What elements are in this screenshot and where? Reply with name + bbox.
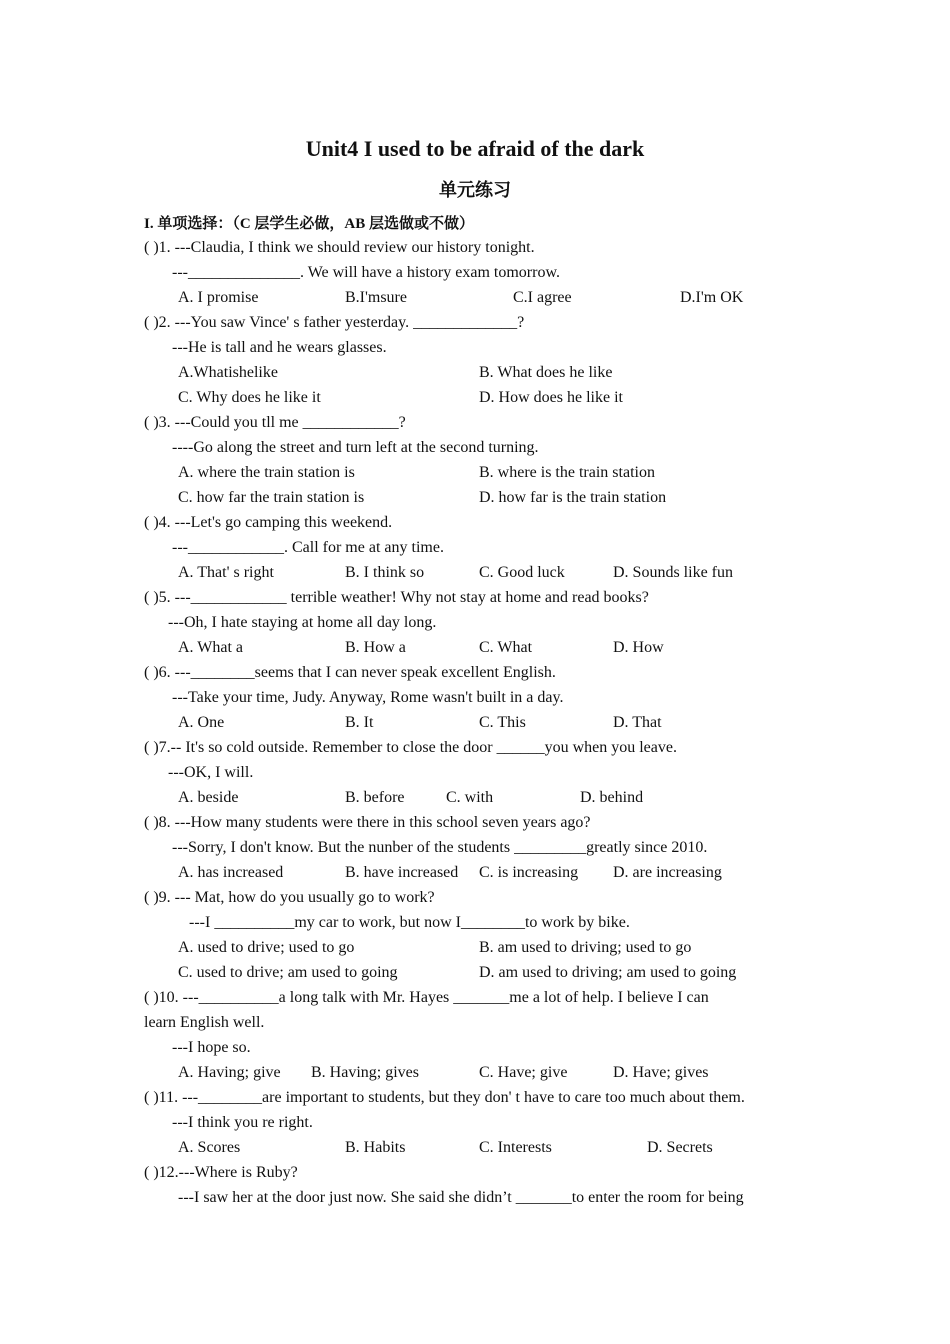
question-reply: ---Oh, I hate staying at home all day long.	[168, 614, 437, 631]
question-stem: ( )5. ---____________ terrible weather! Why not stay at home and read books?	[144, 589, 649, 606]
option-row	[144, 360, 804, 385]
option-a: A. where the train station is	[178, 464, 355, 481]
option-c: C. how far the train station is	[178, 489, 365, 506]
option-row	[144, 485, 804, 510]
option-c: C.I agree	[513, 289, 572, 306]
question-stem-continued: learn English well.	[144, 1014, 265, 1031]
question-stem: ( )4. ---Let's go camping this weekend.	[144, 514, 393, 531]
question-reply: ---____________. Call for me at any time.	[172, 539, 444, 556]
question-reply: ---Sorry, I don't know. But the nunber of the students _________greatly since 2010.	[172, 839, 708, 856]
question-reply: ---I hope so.	[172, 1039, 251, 1056]
question-stem: ( )10. ---__________a long talk with Mr. Hayes _______me a lot of help. I believe I can	[144, 989, 709, 1006]
option-b: B. What does he like	[479, 364, 613, 381]
option-c: C. Why does he like it	[178, 389, 321, 406]
option-a: A. What a	[178, 639, 244, 656]
option-row	[144, 1060, 804, 1085]
question-stem: ( )1. ---Claudia, I think we should review our history tonight.	[144, 239, 535, 256]
option-c: C. with	[446, 789, 494, 806]
option-d: D.I'm OK	[680, 289, 744, 306]
question-stem: ( )12.---Where is Ruby?	[144, 1164, 298, 1181]
option-d: D. are increasing	[613, 864, 722, 881]
option-b: B. where is the train station	[479, 464, 655, 481]
question-reply: ---He is tall and he wears glasses.	[172, 339, 387, 356]
option-d: D. am used to driving; am used to going	[479, 964, 737, 981]
option-a: A. One	[178, 714, 225, 731]
question-stem: ( )8. ---How many students were there in this school seven years ago?	[144, 814, 591, 831]
option-row	[144, 935, 804, 960]
option-d: D. That	[613, 714, 662, 731]
question-reply: ---Take your time, Judy. Anyway, Rome wasn't built in a day.	[172, 689, 564, 706]
option-row	[144, 635, 804, 660]
option-c: C. What	[479, 639, 533, 656]
option-row	[144, 460, 804, 485]
option-d: D. Sounds like fun	[613, 564, 733, 581]
option-d: D. Secrets	[647, 1139, 713, 1156]
option-b: B. Having; gives	[311, 1064, 419, 1081]
option-c: C. Have; give	[479, 1064, 568, 1081]
option-d: D. Have; gives	[613, 1064, 709, 1081]
option-row	[144, 285, 804, 310]
question-stem: ( )9. --- Mat, how do you usually go to work?	[144, 889, 435, 906]
option-a: A. That' s right	[178, 564, 274, 581]
option-b: B. Habits	[345, 1139, 406, 1156]
question-stem: ( )2. ---You saw Vince' s father yesterday. _____________?	[144, 314, 525, 331]
option-b: B. before	[345, 789, 405, 806]
question-reply: ---OK, I will.	[168, 764, 254, 781]
option-b: B. have increased	[345, 864, 459, 881]
question-stem: ( )3. ---Could you tll me ____________?	[144, 414, 406, 431]
option-c: C. Interests	[479, 1139, 552, 1156]
question-reply: ---I think you re right.	[172, 1114, 313, 1131]
option-c: C. This	[479, 714, 526, 731]
section-heading: I. 单项选择：（C 层学生必做，AB 层选做或不做）	[144, 216, 475, 232]
option-c: C. used to drive; am used to going	[178, 964, 398, 981]
option-a: A. I promise	[178, 289, 259, 306]
option-row	[144, 385, 804, 410]
question-reply: ---I __________my car to work, but now I________to work by bike.	[189, 914, 630, 931]
question-reply: ----Go along the street and turn left at the second turning.	[172, 439, 539, 456]
option-row	[144, 1135, 804, 1160]
question-stem: ( )11. ---________are important to students, but they don' t have to care too much about them.	[144, 1089, 745, 1106]
option-b: B. How a	[345, 639, 406, 656]
option-b: B. It	[345, 714, 374, 731]
option-d: D. How	[613, 639, 664, 656]
question-stem: ( )7.-- It's so cold outside. Remember to close the door ______you when you leave.	[144, 739, 677, 756]
option-row	[144, 960, 804, 985]
option-a: A. Having; give	[178, 1064, 281, 1081]
question-list	[144, 235, 804, 1210]
option-d: D. how far is the train station	[479, 489, 667, 506]
option-c: C. is increasing	[479, 864, 579, 881]
question-reply: ---______________. We will have a history exam tomorrow.	[172, 264, 560, 281]
option-b: B.I'msure	[345, 289, 407, 306]
option-d: D. How does he like it	[479, 389, 623, 406]
question-stem: ( )6. ---________seems that I can never speak excellent English.	[144, 664, 556, 681]
option-b: B. I think so	[345, 564, 425, 581]
option-row	[144, 785, 804, 810]
option-row	[144, 860, 804, 885]
option-a: A.Whatishelike	[178, 364, 278, 381]
option-row	[144, 560, 804, 585]
option-a: A. used to drive; used to go	[178, 939, 355, 956]
option-c: C. Good luck	[479, 564, 565, 581]
option-row	[144, 710, 804, 735]
page-subtitle: 单元练习	[439, 180, 511, 201]
option-d: D. behind	[580, 789, 644, 806]
option-a: A. Scores	[178, 1139, 241, 1156]
option-a: A. beside	[178, 789, 239, 806]
page-title: Unit4 I used to be afraid of the dark	[305, 136, 645, 161]
option-a: A. has increased	[178, 864, 284, 881]
question-reply: ---I saw her at the door just now. She said she didn’t _______to enter the room for being	[178, 1189, 744, 1206]
option-b: B. am used to driving; used to go	[479, 939, 692, 956]
